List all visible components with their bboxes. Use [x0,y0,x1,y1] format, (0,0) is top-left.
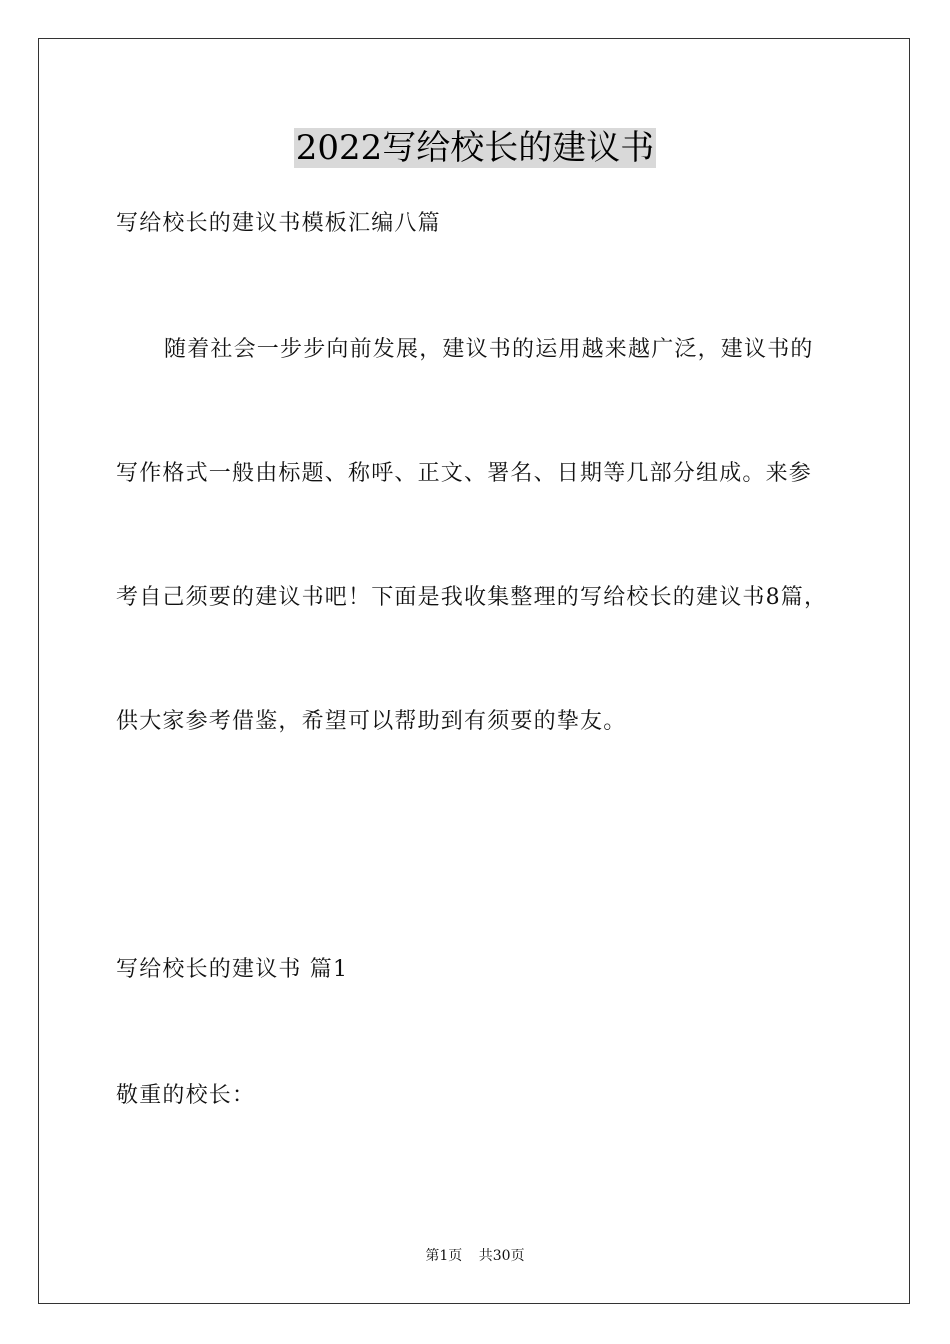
paragraph-line: 随着社会一步步向前发展，建议书的运用越来越广泛，建议书的 [164,337,814,362]
page-number-total: 共30页 [478,1248,525,1264]
document-subtitle: 写给校长的建议书模板汇编八篇 [116,211,441,236]
paragraph-line: 写作格式一般由标题、称呼、正文、署名、日期等几部分组成。来参 [116,461,813,486]
document-title: 2022写给校长的建议书 [295,128,655,168]
page-number-current: 第1页 [425,1248,463,1264]
salutation: 敬重的校长： [116,1083,256,1108]
paragraph-line: 考自己须要的建议书吧！下面是我收集整理的写给校长的建议书8篇， [116,585,828,610]
section-heading: 写给校长的建议书 篇1 [116,957,349,982]
title-container [0,128,950,168]
paragraph-line: 供大家参考借鉴，希望可以帮助到有须要的挚友。 [116,709,627,734]
page-footer [0,1247,950,1265]
